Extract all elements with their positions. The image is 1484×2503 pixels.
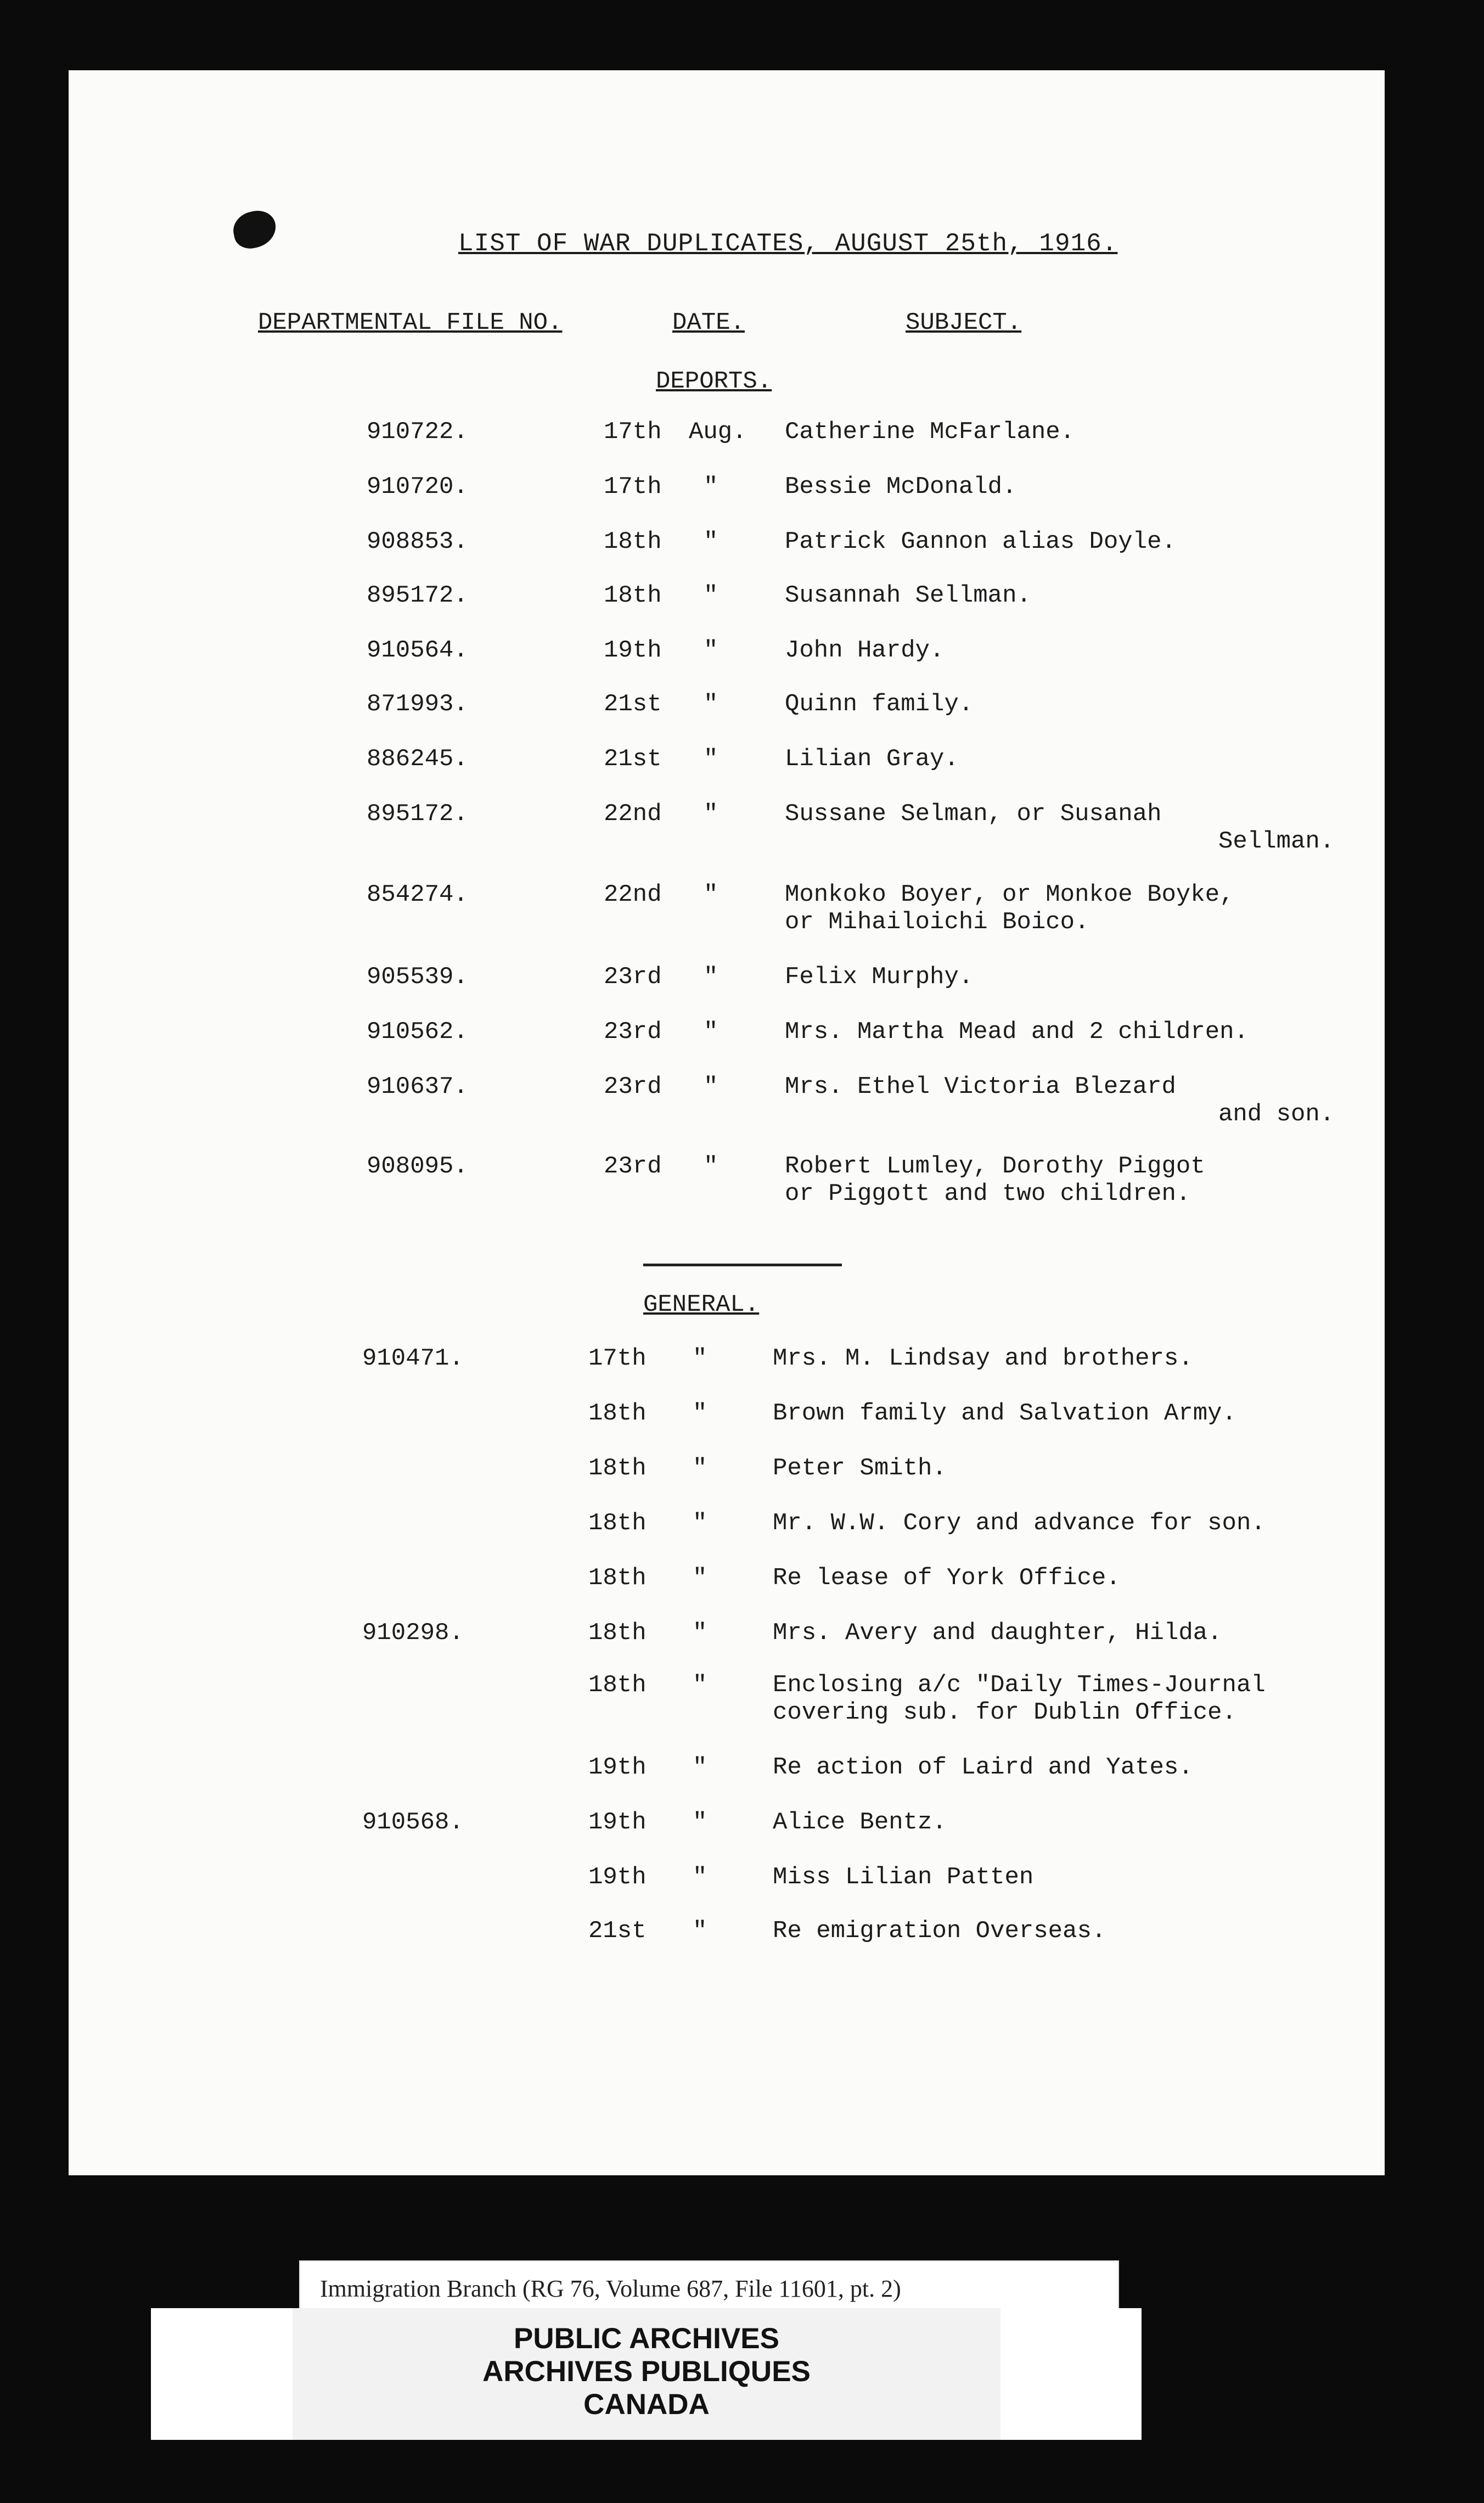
entry-subject	[785, 1153, 1205, 1208]
section-general: GENERAL.	[643, 1291, 760, 1318]
entry-date: 17th	[604, 473, 662, 501]
entry-date: 18th	[588, 1509, 647, 1537]
entry-subject	[773, 1917, 1106, 1945]
header-date: DATE.	[672, 309, 745, 336]
entry-subject-line: Monkoko Boyer, or Monkoe Boyke,	[785, 881, 1234, 908]
entry-month: "	[693, 1345, 707, 1372]
entry-subject	[773, 1671, 1266, 1726]
entry-month: "	[704, 881, 718, 908]
entry-date: 23rd	[604, 1018, 662, 1046]
entry-subject	[773, 1754, 1193, 1781]
entry-subject	[785, 637, 944, 664]
entry-subject	[773, 1564, 1121, 1592]
entry-month: "	[693, 1809, 707, 1836]
entry-file-no: 895172.	[367, 582, 468, 609]
archives-stamp-text	[293, 2308, 1000, 2440]
entry-subject-line: Re action of Laird and Yates.	[773, 1754, 1193, 1781]
header-file-no: DEPARTMENTAL FILE NO.	[258, 309, 563, 336]
entry-file-no: 908853.	[367, 528, 468, 555]
entry-subject-line: Alice Bentz.	[773, 1809, 947, 1836]
entry-month: "	[704, 1073, 718, 1101]
entry-month: "	[693, 1564, 707, 1592]
entry-subject-line: Re lease of York Office.	[773, 1564, 1121, 1592]
entry-month: "	[704, 691, 718, 718]
entry-file-no: 910298.	[362, 1619, 464, 1647]
entry-file-no: 910568.	[362, 1809, 464, 1836]
entry-date: 19th	[588, 1809, 647, 1836]
entry-month: "	[693, 1864, 707, 1891]
entry-subject	[785, 1073, 1334, 1128]
entry-subject-line: Sellman.	[1218, 828, 1335, 855]
entry-subject	[785, 528, 1176, 555]
entry-subject-line: Mrs. Martha Mead and 2 children.	[785, 1018, 1249, 1046]
entry-month: "	[693, 1754, 707, 1781]
entry-date: 21st	[604, 691, 662, 718]
entry-file-no: 910720.	[367, 473, 468, 501]
entry-month: "	[704, 800, 718, 828]
entry-date: 18th	[604, 582, 662, 609]
stamp-line-2: ARCHIVES PUBLIQUES	[482, 2355, 811, 2388]
entry-subject	[773, 1400, 1236, 1427]
entry-month: "	[704, 528, 718, 555]
entry-subject	[773, 1619, 1222, 1647]
entry-date: 17th	[604, 418, 662, 446]
entry-file-no: 908095.	[367, 1153, 468, 1180]
entry-date: 21st	[588, 1917, 647, 1945]
entry-subject-line: Miss Lilian Patten	[773, 1864, 1034, 1891]
entry-month: "	[704, 1153, 718, 1180]
entry-subject-line: Mrs. Ethel Victoria Blezard	[785, 1073, 1176, 1101]
entry-subject	[773, 1864, 1033, 1891]
entry-date: 23rd	[604, 1073, 662, 1101]
section-deports: DEPORTS.	[656, 368, 772, 395]
entry-file-no: 871993.	[367, 691, 468, 718]
entry-month: "	[704, 582, 718, 609]
archive-reference: Immigration Branch (RG 76, Volume 687, File 11601, pt. 2)	[320, 2275, 901, 2302]
stamp-line-1: PUBLIC ARCHIVES	[514, 2322, 779, 2355]
entry-subject-line: Catherine McFarlane.	[785, 418, 1075, 446]
entry-subject-line: or Piggott and two children.	[785, 1180, 1191, 1208]
entry-date: 19th	[588, 1754, 647, 1781]
entry-subject	[773, 1509, 1266, 1537]
entry-subject	[785, 745, 959, 773]
entry-date: 18th	[588, 1619, 647, 1647]
entry-subject	[785, 1018, 1249, 1046]
entry-subject-line: Re emigration Overseas.	[773, 1917, 1106, 1945]
entry-subject	[773, 1345, 1193, 1372]
archives-stamp	[151, 2308, 1142, 2440]
entry-file-no: 886245.	[367, 745, 468, 773]
entry-subject-line: and son.	[1218, 1101, 1335, 1128]
entry-subject	[785, 800, 1334, 855]
entry-date: 22nd	[604, 881, 662, 908]
entry-month: "	[704, 637, 718, 664]
entry-date: 23rd	[604, 963, 662, 991]
entry-subject-line: or Mihailoichi Boico.	[785, 908, 1089, 936]
entry-subject	[785, 881, 1234, 936]
entry-subject-line: covering sub. for Dublin Office.	[773, 1699, 1236, 1726]
entry-month: "	[704, 473, 718, 501]
entry-month: "	[693, 1455, 707, 1482]
entry-subject-line: John Hardy.	[785, 637, 945, 664]
entry-month: "	[693, 1509, 707, 1537]
entry-date: 19th	[604, 637, 662, 664]
entry-subject	[773, 1809, 947, 1836]
entry-file-no: 854274.	[367, 881, 468, 908]
entry-month: "	[704, 963, 718, 991]
entry-subject-line: Lilian Gray.	[785, 745, 959, 773]
entry-month: "	[704, 1018, 718, 1046]
entry-file-no: 910722.	[367, 418, 468, 446]
entry-file-no: 910471.	[362, 1345, 464, 1372]
entry-month: "	[693, 1917, 707, 1945]
entry-subject-line: Patrick Gannon alias Doyle.	[785, 528, 1176, 555]
entry-subject	[785, 963, 973, 991]
stamp-line-3: CANADA	[583, 2388, 710, 2421]
entry-date: 18th	[588, 1400, 647, 1427]
entry-date: 18th	[588, 1564, 647, 1592]
entry-subject-line: Quinn family.	[785, 691, 974, 718]
entry-subject	[773, 1455, 947, 1482]
entry-subject-line: Bessie McDonald.	[785, 473, 1017, 501]
entry-subject	[785, 473, 1016, 501]
entry-date: 23rd	[604, 1153, 662, 1180]
entry-subject-line: Robert Lumley, Dorothy Piggot	[785, 1153, 1205, 1180]
entry-subject-line: Brown family and Salvation Army.	[773, 1400, 1236, 1427]
section-divider	[643, 1264, 842, 1266]
entry-date: 17th	[588, 1345, 647, 1372]
entry-date: 18th	[588, 1455, 647, 1482]
entry-file-no: 895172.	[367, 800, 468, 828]
entry-subject-line: Mrs. Avery and daughter, Hilda.	[773, 1619, 1222, 1647]
entry-date: 18th	[588, 1671, 647, 1699]
entry-subject-line: Mr. W.W. Cory and advance for son.	[773, 1509, 1266, 1537]
entry-file-no: 910637.	[367, 1073, 468, 1101]
entry-subject-line: Peter Smith.	[773, 1455, 947, 1482]
entry-month: "	[704, 745, 718, 773]
entry-subject-line: Sussane Selman, or Susanah	[785, 800, 1162, 828]
entry-month: Aug.	[689, 418, 747, 446]
entry-subject-line: Susannah Sellman.	[785, 582, 1031, 609]
entry-date: 18th	[604, 528, 662, 555]
entry-file-no: 905539.	[367, 963, 468, 991]
entry-month: "	[693, 1400, 707, 1427]
entry-subject	[785, 582, 1031, 609]
entry-file-no: 910564.	[367, 637, 468, 664]
entry-month: "	[693, 1619, 707, 1647]
entry-month: "	[693, 1671, 707, 1699]
entry-subject	[785, 418, 1075, 446]
header-subject: SUBJECT.	[906, 309, 1022, 336]
entry-date: 22nd	[604, 800, 662, 828]
entry-file-no: 910562.	[367, 1018, 468, 1046]
entry-date: 21st	[604, 745, 662, 773]
document-title: LIST OF WAR DUPLICATES, AUGUST 25th, 1916.	[458, 229, 1118, 258]
entry-subject	[785, 691, 973, 718]
entry-subject-line: Enclosing a/c "Daily Times-Journal	[773, 1671, 1266, 1699]
entry-date: 19th	[588, 1864, 647, 1891]
entry-subject-line: Felix Murphy.	[785, 963, 974, 991]
entry-subject-line: Mrs. M. Lindsay and brothers.	[773, 1345, 1193, 1372]
